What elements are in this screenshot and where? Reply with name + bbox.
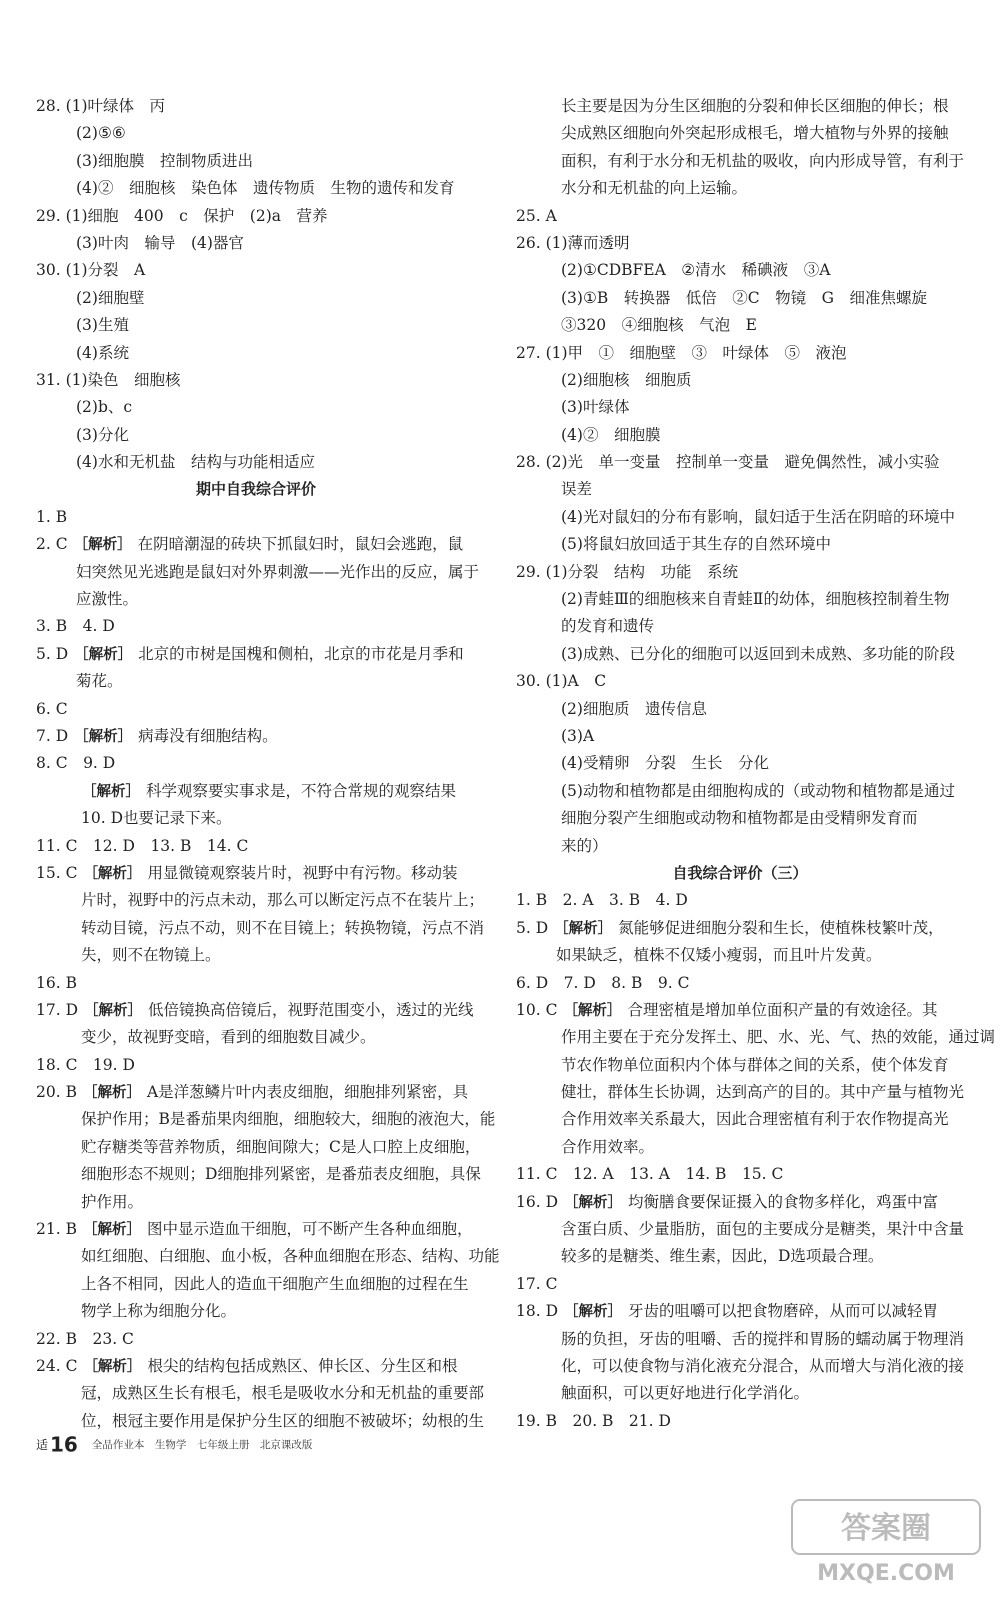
answer-text: (4)光对鼠妇的分布有影响，鼠妇适于生活在阴暗的环境中 <box>561 507 955 526</box>
analysis-tag: ［解析］ <box>563 1002 622 1019</box>
answer-line <box>516 1079 964 1106</box>
answer-text: 29. (1)细胞 400 c 保护 (2)a 营养 <box>36 206 328 225</box>
answer-line <box>36 367 476 394</box>
answer-line <box>36 1216 476 1243</box>
answer-text: 物学上称为细胞分化。 <box>81 1302 237 1321</box>
answer-text: (3)叶肉 输导 (4)器官 <box>76 233 244 252</box>
answer-text: 合作用效率关系最大，因此合理密植有利于农作物提高光 <box>561 1110 949 1129</box>
answer-text: 尖成熟区细胞向外突起形成根毛，增大植物与外界的接触 <box>561 124 949 143</box>
answer-text: 肠的负担，牙齿的咀嚼、舌的搅拌和胃肠的蠕动属于物理消 <box>561 1329 965 1348</box>
answer-text: 20. B <box>36 1083 77 1102</box>
answer-line <box>36 723 476 750</box>
answer-text: 3. B 4. D <box>36 617 115 636</box>
analysis-tag: ［解析］ <box>554 920 613 937</box>
answer-text: 6. C <box>36 699 68 718</box>
answer-text: 护作用。 <box>81 1192 144 1211</box>
answer-line <box>36 175 476 202</box>
answer-text: 1. B 2. A 3. B 4. D <box>516 891 688 910</box>
answer-text: 17. C <box>516 1274 558 1293</box>
analysis-tag: ［解析］ <box>74 728 133 745</box>
answer-line <box>516 257 964 284</box>
answer-text: 16. D <box>516 1192 559 1211</box>
analysis-text: 北京的市树是国槐和侧柏，北京的市花是月季和 <box>138 644 464 663</box>
analysis-text: A是洋葱鳞片叶内表皮细胞，细胞排列紧密，具 <box>146 1083 469 1102</box>
answer-line <box>36 1106 496 1133</box>
answer-line <box>516 750 964 777</box>
answer-line <box>516 586 964 613</box>
answer-text: 面积，有利于水分和无机盐的吸收，向内形成导管，有利于 <box>561 151 965 170</box>
answer-line <box>516 1189 964 1216</box>
answer-text: (3)细胞膜 控制物质进出 <box>76 151 253 170</box>
answer-text: 17. D <box>36 1000 79 1019</box>
answer-line <box>36 586 476 613</box>
analysis-tag: ［解析］ <box>84 1002 143 1019</box>
answer-text: (2)细胞质 遗传信息 <box>561 699 707 718</box>
answer-line <box>516 1298 964 1325</box>
answer-line <box>516 1243 964 1270</box>
answer-text: 保护作用；B是番茄果肉细胞，细胞较大，细胞的液泡大，能 <box>81 1110 496 1129</box>
answer-line <box>516 1134 964 1161</box>
analysis-text: 均衡膳食要保证摄入的食物多样化，鸡蛋中富 <box>628 1192 939 1211</box>
watermark-logo-text: 答案圈 <box>841 1511 931 1546</box>
answer-line <box>516 1271 964 1298</box>
answer-line <box>36 504 476 531</box>
answer-line <box>516 1216 964 1243</box>
answer-text: (3)分化 <box>76 425 129 444</box>
analysis-text: 根尖的结构包括成熟区、伸长区、分生区和根 <box>147 1356 458 1375</box>
watermark-url: MXQE.COM <box>817 1561 955 1586</box>
analysis-tag: ［解析］ <box>73 537 132 554</box>
answer-text: 18. C 19. D <box>36 1055 135 1074</box>
answer-text: 转动目镜，污点不动，则不在目镜上；转换物镜，污点不消 <box>81 918 485 937</box>
answer-text: 细胞形态不规则；D细胞排列紧密，是番茄表皮细胞，具保 <box>81 1165 481 1184</box>
answer-line <box>36 257 476 284</box>
answer-line <box>516 93 964 120</box>
answer-line <box>36 970 476 997</box>
answer-text: 应激性。 <box>76 590 139 609</box>
left-column <box>36 93 500 1435</box>
answer-text: 29. (1)分裂 结构 功能 系统 <box>516 562 739 581</box>
answer-text: (5)动物和植物都是由细胞构成的（或动物和植物都是通过 <box>561 781 955 800</box>
answer-text: (3)叶绿体 <box>561 398 630 417</box>
analysis-text: 氮能够促进细胞分裂和生长，使植株枝繁叶茂， <box>618 918 944 937</box>
answer-text: (5)将鼠妇放回适于其生存的自然环境中 <box>561 535 831 554</box>
analysis-text: 图中显示造血干细胞，可不断产生各种血细胞， <box>146 1220 473 1239</box>
answer-text: (4)水和无机盐 结构与功能相适应 <box>76 453 315 472</box>
analysis-tag: ［解析］ <box>83 865 142 882</box>
section-heading <box>36 476 476 503</box>
answer-text: ③320 ④细胞核 气泡 E <box>561 316 757 335</box>
answer-text: (2)⑤⑥ <box>76 124 126 143</box>
answer-line <box>516 1408 964 1435</box>
analysis-text: 在阴暗潮湿的砖块下抓鼠妇时，鼠妇会逃跑，鼠 <box>137 535 464 554</box>
answer-text: 31. (1)染色 细胞核 <box>36 370 181 389</box>
answer-text: 10. D <box>81 809 124 828</box>
answer-line <box>516 476 964 503</box>
answer-line <box>516 422 964 449</box>
answer-line <box>36 750 476 777</box>
answer-line <box>516 970 964 997</box>
answer-line <box>516 887 964 914</box>
answer-text: 19. B 20. B 21. D <box>516 1411 671 1430</box>
answer-text: (2)细胞核 细胞质 <box>561 370 692 389</box>
answer-line <box>516 312 964 339</box>
answer-text: 来的） <box>561 836 608 855</box>
analysis-text: 用显微镜观察装片时，视野中有污物。移动装 <box>147 863 458 882</box>
answer-line <box>36 805 476 832</box>
answer-line <box>36 120 476 147</box>
answer-text: (3)①B 转换器 低倍 ②C 物镜 G 细准焦螺旋 <box>561 288 927 307</box>
answer-text: 2. C <box>36 535 68 554</box>
answer-text: (2)细胞壁 <box>76 288 145 307</box>
answer-line <box>36 833 476 860</box>
answer-line <box>36 1271 476 1298</box>
answer-line <box>516 559 964 586</box>
answer-text: 5. D <box>516 918 549 937</box>
answer-line <box>516 942 964 969</box>
analysis-text: 也要记录下来。 <box>123 809 232 828</box>
answer-text: 11. C 12. D 13. B 14. C <box>36 836 249 855</box>
answer-line <box>36 559 480 586</box>
answer-line <box>516 723 964 750</box>
answer-line <box>516 1380 964 1407</box>
answer-text: (3)成熟、已分化的细胞可以返回到未成熟、多功能的阶段 <box>561 644 955 663</box>
answer-line <box>516 367 964 394</box>
answer-line <box>516 997 964 1024</box>
analysis-tag: ［解析］ <box>74 646 133 663</box>
answer-text: 10. C <box>516 1000 558 1019</box>
analysis-text: 牙齿的咀嚼可以把食物磨碎，从而可以减轻胃 <box>628 1302 939 1321</box>
answer-text: 6. D 7. D 8. B 9. C <box>516 973 690 992</box>
page-number: 16 <box>50 1432 78 1457</box>
answer-line <box>516 340 964 367</box>
answer-text: 片时，视野中的污点未动，那么可以断定污点不在装片上； <box>81 891 485 910</box>
answer-text: (2)①CDBFEA ②清水 稀碘液 ③A <box>561 261 831 280</box>
answer-text: (3)A <box>561 726 595 745</box>
answer-line <box>36 531 476 558</box>
answer-line <box>36 93 476 120</box>
answer-text: 21. B <box>36 1220 77 1239</box>
answer-text: 28. (2)光 单一变量 控制单一变量 避免偶然性，减小实验 <box>516 453 940 472</box>
answer-line <box>36 1052 476 1079</box>
answer-text: 变少，故视野变暗，看到的细胞数目减少。 <box>81 1028 376 1047</box>
answer-line <box>36 230 476 257</box>
answer-line <box>36 641 476 668</box>
answer-line <box>36 1298 476 1325</box>
answer-line <box>516 394 964 421</box>
answer-line <box>516 805 964 832</box>
answer-text: 位，根冠主要作用是保护分生区的细胞不被破坏；幼根的生 <box>81 1411 485 1430</box>
answer-text: 的发育和遗传 <box>561 617 655 636</box>
answer-text: 贮存糖类等营养物质，细胞间隙大；C是人口腔上皮细胞， <box>81 1137 481 1156</box>
analysis-tag: ［解析］ <box>82 1222 141 1239</box>
answer-line <box>516 641 964 668</box>
analysis-tag: ［解析］ <box>83 1358 142 1375</box>
answer-text: 24. C <box>36 1356 78 1375</box>
answer-text: 作用主要在于充分发挥土、肥、水、光、气、热的效能，通过调 <box>561 1028 996 1047</box>
answer-line <box>36 915 485 942</box>
answer-text: 30. (1)分裂 A <box>36 261 146 280</box>
answer-line <box>36 696 476 723</box>
answer-text: 7. D <box>36 726 69 745</box>
answer-text: 26. (1)薄而透明 <box>516 233 630 252</box>
answer-text: 上各不相同，因此人的造血干细胞产生血细胞的过程在生 <box>81 1274 469 1293</box>
footer-prefix: 适 <box>36 1437 49 1452</box>
answer-text: 触面积，可以更好地进行化学消化。 <box>561 1384 810 1403</box>
answer-text: 15. C <box>36 863 78 882</box>
answer-text: 失，则不在物镜上。 <box>81 946 221 965</box>
analysis-text: 合理密植是增加单位面积产量的有效途径。其 <box>627 1000 938 1019</box>
answer-line <box>516 668 964 695</box>
answer-line <box>36 887 485 914</box>
answer-text: (4)② 细胞膜 <box>561 425 661 444</box>
answer-text: 1. B <box>36 507 68 526</box>
answer-text: 期中自我综合评价 <box>195 480 316 499</box>
answer-line <box>36 1326 476 1353</box>
answer-line <box>516 696 964 723</box>
answer-line <box>36 1380 485 1407</box>
analysis-tag: ［解析］ <box>564 1304 623 1321</box>
answer-line <box>36 422 476 449</box>
answer-text: 8. C 9. D <box>36 754 116 773</box>
answer-line <box>516 1106 964 1133</box>
answer-text: 如果缺乏，植株不仅矮小瘦弱，而且叶片发黄。 <box>556 946 882 965</box>
answer-line <box>516 778 964 805</box>
answer-line <box>36 203 476 230</box>
answer-line <box>36 312 476 339</box>
answer-text: (4)系统 <box>76 343 129 362</box>
answer-text: 11. C 12. A 13. A 14. B 15. C <box>516 1165 784 1184</box>
answer-line <box>516 915 964 942</box>
answer-text: 合作用效率。 <box>561 1137 655 1156</box>
answer-line <box>516 1161 964 1188</box>
answer-text: 16. B <box>36 973 77 992</box>
answer-text: 长主要是因为分生区细胞的分裂和伸长区细胞的伸长；根 <box>561 97 949 115</box>
analysis-tag: ［解析］ <box>82 1085 141 1102</box>
answer-text: 含蛋白质、少量脂肪，面包的主要成分是糖类，果汁中含量 <box>561 1220 965 1239</box>
answer-text: 27. (1)甲 ① 细胞壁 ③ 叶绿体 ⑤ 液泡 <box>516 343 847 362</box>
answer-line <box>36 285 476 312</box>
answer-line <box>516 449 964 476</box>
analysis-text: 低倍镜换高倍镜后，视野范围变小，透过的光线 <box>148 1000 474 1019</box>
answer-text: 妇突然见光逃跑是鼠妇对外界刺激——光作出的反应，属于 <box>76 562 480 581</box>
analysis-tag: ［解析］ <box>82 783 140 800</box>
right-column <box>516 93 996 1435</box>
answer-text: 水分和无机盐的向上运输。 <box>561 179 748 198</box>
answer-line <box>36 1134 481 1161</box>
answer-line <box>516 148 964 175</box>
answer-line <box>36 340 476 367</box>
answer-text: 误差 <box>561 480 593 499</box>
answer-line <box>36 668 476 695</box>
answer-text: 28. (1)叶绿体 丙 <box>36 97 166 115</box>
analysis-tag: ［解析］ <box>564 1194 623 1211</box>
section-heading <box>516 860 964 887</box>
answer-line <box>36 778 476 805</box>
answer-text: 5. D <box>36 644 69 663</box>
answer-line <box>516 1052 964 1079</box>
answer-text: 30. (1)A C <box>516 672 607 691</box>
answer-text: 菊花。 <box>76 672 123 691</box>
answer-line <box>516 230 964 257</box>
answer-line <box>36 997 476 1024</box>
answer-text: (3)生殖 <box>76 316 129 335</box>
answer-line <box>516 175 964 202</box>
answer-line <box>36 449 476 476</box>
answer-text: 25. A <box>516 206 557 225</box>
answer-line <box>36 1189 476 1216</box>
answer-text: 化，可以使食物与消化液充分混合，从而增大与消化液的接 <box>561 1356 965 1375</box>
answer-text: 自我综合评价（三） <box>672 863 808 882</box>
answer-line <box>516 1326 964 1353</box>
answer-line <box>36 613 476 640</box>
answer-line <box>516 1024 996 1051</box>
answer-line <box>516 833 964 860</box>
answer-line <box>36 942 476 969</box>
answer-line <box>516 613 964 640</box>
answer-line <box>36 148 476 175</box>
answer-text: (2)青蛙Ⅲ的细胞核来自青蛙Ⅱ的幼体，细胞核控制着生物 <box>561 590 950 609</box>
answer-text: 18. D <box>516 1302 559 1321</box>
analysis-text: 科学观察要实事求是，不符合常规的观察结果 <box>146 781 457 800</box>
answer-text: (2)b、c <box>76 398 133 417</box>
answer-line <box>36 1079 476 1106</box>
answer-text: 22. B 23. C <box>36 1329 134 1348</box>
answer-line <box>36 394 476 421</box>
analysis-text: 病毒没有细胞结构。 <box>138 726 278 745</box>
answer-line <box>516 531 964 558</box>
answer-line <box>36 860 476 887</box>
watermark-logo <box>788 1498 988 1588</box>
answer-line <box>516 120 964 147</box>
answer-line <box>36 1024 476 1051</box>
answer-text: 较多的是糖类、维生素，因此，D选项最合理。 <box>561 1247 884 1266</box>
answer-line <box>516 1353 964 1380</box>
answer-text: 冠，成熟区生长有根毛，根毛是吸收水分和无机盐的重要部 <box>81 1384 485 1403</box>
answer-text: 细胞分裂产生细胞或动物和植物都是由受精卵发育而 <box>561 809 918 828</box>
answer-text: 节农作物单位面积内个体与群体之间的关系，使个体发育 <box>561 1055 949 1074</box>
page-footer <box>36 1432 312 1456</box>
answer-text: (4)受精卵 分裂 生长 分化 <box>561 754 769 773</box>
answer-text: (4)② 细胞核 染色体 遗传物质 生物的遗传和发育 <box>76 179 455 198</box>
answer-line <box>36 1161 481 1188</box>
answer-line <box>36 1353 476 1380</box>
answer-line <box>516 285 964 312</box>
answer-line <box>516 504 964 531</box>
answer-line <box>36 1243 500 1270</box>
book-info: 全品作业本 生物学 七年级上册 北京课改版 <box>91 1438 313 1451</box>
answer-line <box>516 203 964 230</box>
answer-text: 健壮，群体生长协调，达到高产的目的。其中产量与植物光 <box>561 1083 965 1102</box>
answer-text: 如红细胞、白细胞、血小板，各种血细胞在形态、结构、功能 <box>81 1247 500 1266</box>
